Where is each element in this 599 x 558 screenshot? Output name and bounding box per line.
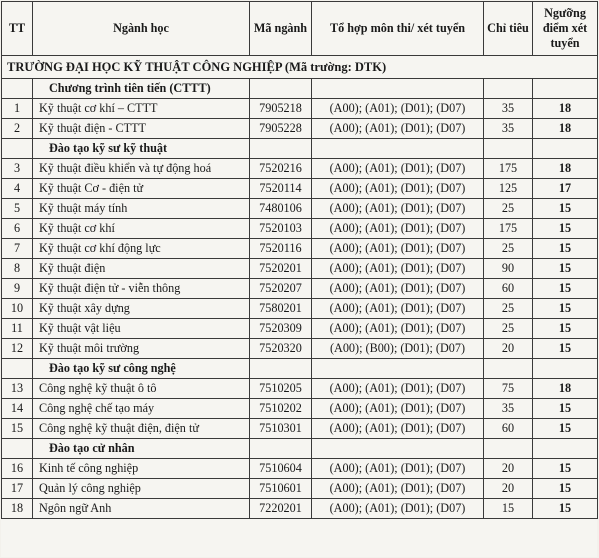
row-number: 11 bbox=[2, 319, 33, 339]
section-empty-cell bbox=[533, 139, 598, 159]
major-name: Kỹ thuật cơ khí động lực bbox=[33, 239, 250, 259]
section-title: Đào tạo cử nhân bbox=[33, 439, 250, 459]
section-row bbox=[2, 439, 598, 459]
admission-table bbox=[1, 1, 598, 519]
subject-combination: (A00); (A01); (D01); (D07) bbox=[312, 299, 484, 319]
header-threshold: Ngưỡng điểm xét tuyển bbox=[533, 2, 598, 56]
section-title: Đào tạo kỹ sư kỹ thuật bbox=[33, 139, 250, 159]
table-row bbox=[2, 119, 598, 139]
quota: 60 bbox=[484, 279, 533, 299]
major-name: Kỹ thuật điện - CTTT bbox=[33, 119, 250, 139]
major-name: Kỹ thuật cơ khí bbox=[33, 219, 250, 239]
threshold-score: 15 bbox=[533, 459, 598, 479]
subject-combination: (A00); (A01); (D01); (D07) bbox=[312, 199, 484, 219]
quota: 175 bbox=[484, 219, 533, 239]
major-name: Kỹ thuật điện tử - viễn thông bbox=[33, 279, 250, 299]
threshold-score: 15 bbox=[533, 299, 598, 319]
table-row bbox=[2, 339, 598, 359]
table-row bbox=[2, 319, 598, 339]
major-code: 7480106 bbox=[250, 199, 312, 219]
section-empty-cell bbox=[312, 139, 484, 159]
quota: 25 bbox=[484, 319, 533, 339]
section-tt-empty bbox=[2, 359, 33, 379]
row-number: 13 bbox=[2, 379, 33, 399]
threshold-score: 15 bbox=[533, 259, 598, 279]
major-name: Ngôn ngữ Anh bbox=[33, 499, 250, 519]
header-major: Ngành học bbox=[33, 2, 250, 56]
header-code: Mã ngành bbox=[250, 2, 312, 56]
row-number: 15 bbox=[2, 419, 33, 439]
row-number: 5 bbox=[2, 199, 33, 219]
table-row bbox=[2, 199, 598, 219]
subject-combination: (A00); (A01); (D01); (D07) bbox=[312, 279, 484, 299]
major-code: 7510202 bbox=[250, 399, 312, 419]
table-row bbox=[2, 279, 598, 299]
threshold-score: 17 bbox=[533, 179, 598, 199]
table-row bbox=[2, 219, 598, 239]
subject-combination: (A00); (B00); (D01); (D07) bbox=[312, 339, 484, 359]
threshold-score: 18 bbox=[533, 159, 598, 179]
subject-combination: (A00); (A01); (D01); (D07) bbox=[312, 479, 484, 499]
quota: 90 bbox=[484, 259, 533, 279]
subject-combination: (A00); (A01); (D01); (D07) bbox=[312, 119, 484, 139]
major-name: Công nghệ kỹ thuật ô tô bbox=[33, 379, 250, 399]
major-name: Kinh tế công nghiệp bbox=[33, 459, 250, 479]
subject-combination: (A00); (A01); (D01); (D07) bbox=[312, 419, 484, 439]
section-empty-cell bbox=[484, 359, 533, 379]
quota: 25 bbox=[484, 299, 533, 319]
row-number: 8 bbox=[2, 259, 33, 279]
quota: 20 bbox=[484, 479, 533, 499]
section-row bbox=[2, 359, 598, 379]
table-row bbox=[2, 99, 598, 119]
subject-combination: (A00); (A01); (D01); (D07) bbox=[312, 159, 484, 179]
threshold-score: 15 bbox=[533, 239, 598, 259]
major-name: Kỹ thuật điều khiển và tự động hoá bbox=[33, 159, 250, 179]
quota: 25 bbox=[484, 239, 533, 259]
major-code: 7510601 bbox=[250, 479, 312, 499]
quota: 20 bbox=[484, 339, 533, 359]
threshold-score: 15 bbox=[533, 279, 598, 299]
section-empty-cell bbox=[484, 79, 533, 99]
quota: 15 bbox=[484, 499, 533, 519]
table-row bbox=[2, 299, 598, 319]
subject-combination: (A00); (A01); (D01); (D07) bbox=[312, 319, 484, 339]
threshold-score: 18 bbox=[533, 119, 598, 139]
section-empty-cell bbox=[533, 79, 598, 99]
header-row bbox=[2, 2, 598, 56]
threshold-score: 15 bbox=[533, 499, 598, 519]
table-row bbox=[2, 499, 598, 519]
major-code: 7510604 bbox=[250, 459, 312, 479]
table-row bbox=[2, 239, 598, 259]
header-quota: Chỉ tiêu bbox=[484, 2, 533, 56]
quota: 60 bbox=[484, 419, 533, 439]
table-row bbox=[2, 399, 598, 419]
section-empty-cell bbox=[250, 139, 312, 159]
major-code: 7520103 bbox=[250, 219, 312, 239]
subject-combination: (A00); (A01); (D01); (D07) bbox=[312, 499, 484, 519]
section-empty-cell bbox=[250, 359, 312, 379]
section-empty-cell bbox=[250, 439, 312, 459]
major-name: Kỹ thuật môi trường bbox=[33, 339, 250, 359]
major-name: Kỹ thuật điện bbox=[33, 259, 250, 279]
major-name: Kỹ thuật xây dựng bbox=[33, 299, 250, 319]
school-row bbox=[2, 56, 598, 79]
section-row bbox=[2, 79, 598, 99]
major-name: Kỹ thuật Cơ - điện tử bbox=[33, 179, 250, 199]
table-row bbox=[2, 419, 598, 439]
major-code: 7520116 bbox=[250, 239, 312, 259]
subject-combination: (A00); (A01); (D01); (D07) bbox=[312, 399, 484, 419]
section-empty-cell bbox=[533, 359, 598, 379]
row-number: 17 bbox=[2, 479, 33, 499]
major-code: 7520114 bbox=[250, 179, 312, 199]
table-body bbox=[2, 56, 598, 519]
table-row bbox=[2, 159, 598, 179]
section-empty-cell bbox=[312, 439, 484, 459]
row-number: 6 bbox=[2, 219, 33, 239]
row-number: 10 bbox=[2, 299, 33, 319]
row-number: 12 bbox=[2, 339, 33, 359]
subject-combination: (A00); (A01); (D01); (D07) bbox=[312, 219, 484, 239]
subject-combination: (A00); (A01); (D01); (D07) bbox=[312, 459, 484, 479]
major-code: 7520201 bbox=[250, 259, 312, 279]
row-number: 18 bbox=[2, 499, 33, 519]
major-name: Công nghệ kỹ thuật điện, điện tử bbox=[33, 419, 250, 439]
row-number: 16 bbox=[2, 459, 33, 479]
table-row bbox=[2, 379, 598, 399]
table-row bbox=[2, 179, 598, 199]
major-code: 7510205 bbox=[250, 379, 312, 399]
section-empty-cell bbox=[484, 139, 533, 159]
section-title: Đào tạo kỹ sư công nghệ bbox=[33, 359, 250, 379]
threshold-score: 15 bbox=[533, 339, 598, 359]
major-code: 7520216 bbox=[250, 159, 312, 179]
header-tt: TT bbox=[2, 2, 33, 56]
quota: 35 bbox=[484, 99, 533, 119]
major-code: 7905228 bbox=[250, 119, 312, 139]
threshold-score: 15 bbox=[533, 319, 598, 339]
threshold-score: 15 bbox=[533, 199, 598, 219]
major-name: Công nghệ chế tạo máy bbox=[33, 399, 250, 419]
threshold-score: 15 bbox=[533, 479, 598, 499]
quota: 75 bbox=[484, 379, 533, 399]
header-combo: Tổ hợp môn thi/ xét tuyển bbox=[312, 2, 484, 56]
threshold-score: 18 bbox=[533, 379, 598, 399]
section-empty-cell bbox=[312, 359, 484, 379]
section-empty-cell bbox=[484, 439, 533, 459]
section-tt-empty bbox=[2, 439, 33, 459]
subject-combination: (A00); (A01); (D01); (D07) bbox=[312, 379, 484, 399]
major-code: 7905218 bbox=[250, 99, 312, 119]
quota: 25 bbox=[484, 199, 533, 219]
section-empty-cell bbox=[312, 79, 484, 99]
admission-table-sheet bbox=[1, 1, 597, 557]
major-code: 7520309 bbox=[250, 319, 312, 339]
section-empty-cell bbox=[250, 79, 312, 99]
quota: 125 bbox=[484, 179, 533, 199]
section-row bbox=[2, 139, 598, 159]
section-title: Chương trình tiên tiến (CTTT) bbox=[33, 79, 250, 99]
section-tt-empty bbox=[2, 139, 33, 159]
row-number: 1 bbox=[2, 99, 33, 119]
section-empty-cell bbox=[533, 439, 598, 459]
row-number: 9 bbox=[2, 279, 33, 299]
major-code: 7220201 bbox=[250, 499, 312, 519]
subject-combination: (A00); (A01); (D01); (D07) bbox=[312, 239, 484, 259]
subject-combination: (A00); (A01); (D01); (D07) bbox=[312, 99, 484, 119]
major-code: 7580201 bbox=[250, 299, 312, 319]
quota: 35 bbox=[484, 119, 533, 139]
quota: 35 bbox=[484, 399, 533, 419]
major-code: 7520207 bbox=[250, 279, 312, 299]
table-row bbox=[2, 459, 598, 479]
row-number: 14 bbox=[2, 399, 33, 419]
quota: 20 bbox=[484, 459, 533, 479]
school-name: TRƯỜNG ĐẠI HỌC KỸ THUẬT CÔNG NGHIỆP (Mã trường: DTK) bbox=[2, 56, 598, 79]
major-code: 7520320 bbox=[250, 339, 312, 359]
section-tt-empty bbox=[2, 79, 33, 99]
row-number: 4 bbox=[2, 179, 33, 199]
major-name: Kỹ thuật vật liệu bbox=[33, 319, 250, 339]
threshold-score: 15 bbox=[533, 219, 598, 239]
subject-combination: (A00); (A01); (D01); (D07) bbox=[312, 259, 484, 279]
table-row bbox=[2, 479, 598, 499]
major-name: Quản lý công nghiệp bbox=[33, 479, 250, 499]
threshold-score: 15 bbox=[533, 419, 598, 439]
major-name: Kỹ thuật cơ khí – CTTT bbox=[33, 99, 250, 119]
table-row bbox=[2, 259, 598, 279]
subject-combination: (A00); (A01); (D01); (D07) bbox=[312, 179, 484, 199]
row-number: 7 bbox=[2, 239, 33, 259]
major-code: 7510301 bbox=[250, 419, 312, 439]
quota: 175 bbox=[484, 159, 533, 179]
row-number: 2 bbox=[2, 119, 33, 139]
major-name: Kỹ thuật máy tính bbox=[33, 199, 250, 219]
threshold-score: 18 bbox=[533, 99, 598, 119]
threshold-score: 15 bbox=[533, 399, 598, 419]
row-number: 3 bbox=[2, 159, 33, 179]
